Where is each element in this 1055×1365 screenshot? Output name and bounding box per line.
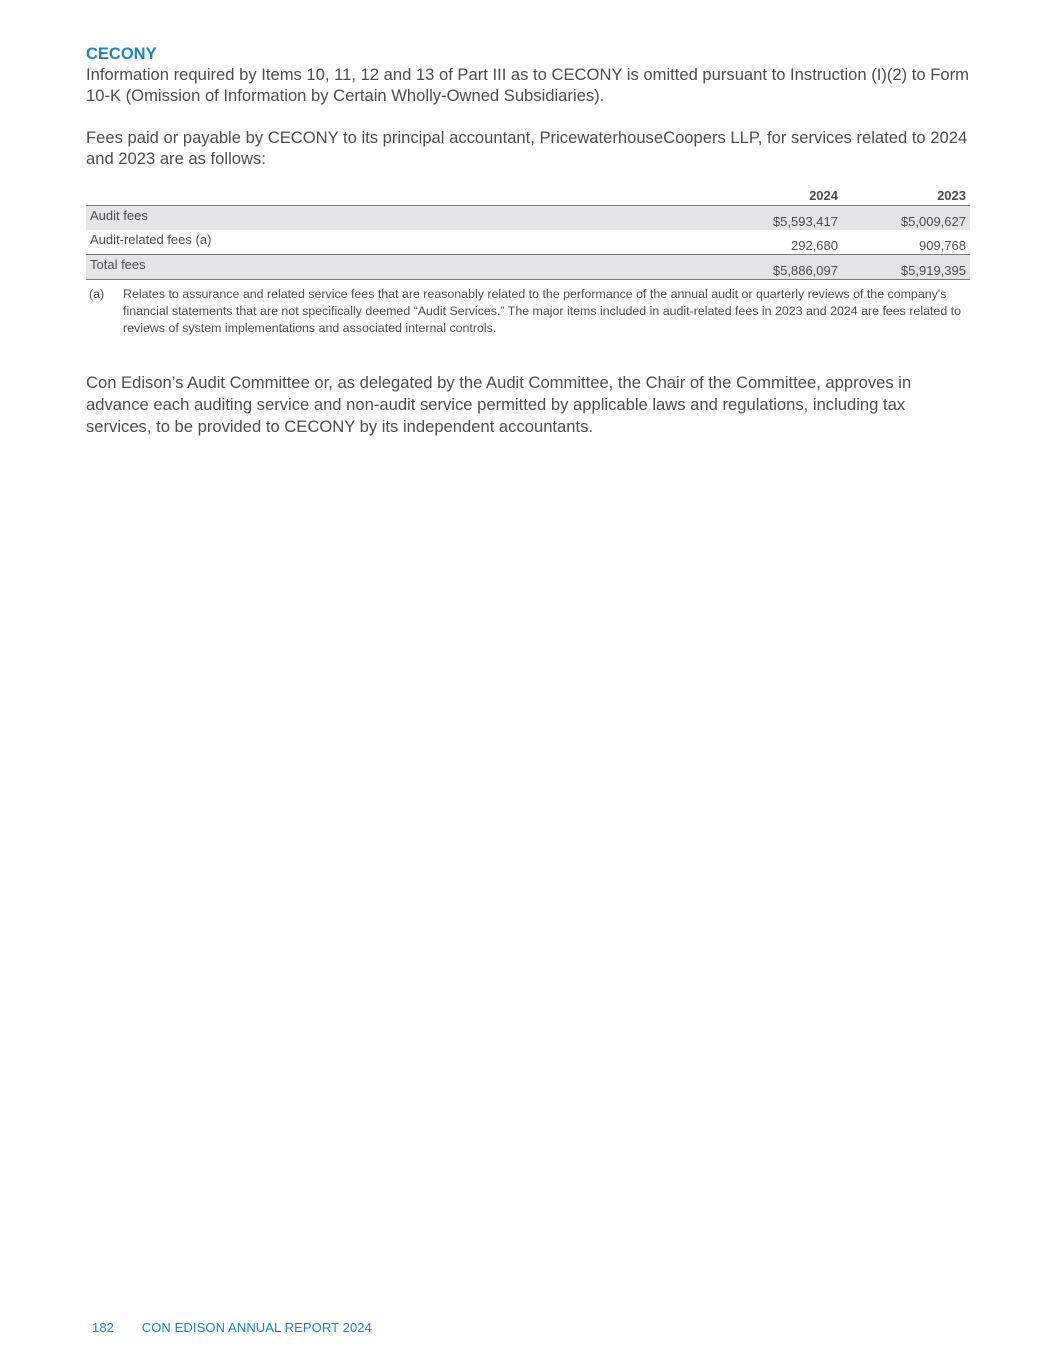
intro-paragraph: Information required by Items 10, 11, 12 and 13 of Part III as to CECONY is omitted pursuant to Instruction (I)(2) to Form 10-K (Omission of Information by Certain Wholly-Owned Subsidiaries). <box>86 65 969 105</box>
closing-paragraph: Con Edison’s Audit Committee or, as delegated by the Audit Committee, the Chair of the Committee, approves in advance each auditing service and non-audit service permitted by applicable laws and regulations, including tax services, to be provided to CECONY by its independent accountants. <box>86 373 912 436</box>
value-2024: $5,593,417 <box>714 206 842 231</box>
header-2023: 2023 <box>842 185 970 206</box>
table-row-audit-related-fees <box>86 230 970 255</box>
table-header-row <box>86 185 970 206</box>
fees-intro-paragraph: Fees paid or payable by CECONY to its principal accountant, PricewaterhouseCoopers LLP, for services related to 2024 and 2023 are as follows: <box>86 128 968 168</box>
report-title: CON EDISON ANNUAL REPORT 2024 <box>141 1320 372 1335</box>
value-2023: $5,009,627 <box>842 206 970 231</box>
section-title: CECONY <box>86 45 157 63</box>
table-row-total-fees <box>86 255 970 280</box>
row-label: Audit fees <box>86 206 714 231</box>
footnote-text: Relates to assurance and related service fees that are reasonably related to the performance of the annual audit or quarterly reviews of the company's financial statements that are not specifically deemed “Audit Services.” The major items included in audit-related fees in 2023 and 2024 are fees related to reviews of system implementations and associated internal controls. <box>123 287 961 335</box>
table-footnote <box>86 286 970 337</box>
page-footer <box>92 1320 372 1335</box>
value-2024: 292,680 <box>791 238 838 253</box>
row-label: Audit-related fees (a) <box>90 232 212 247</box>
header-label <box>86 185 714 206</box>
page-content <box>86 44 970 438</box>
value-2023: 909,768 <box>919 238 966 253</box>
value-2024: $5,886,097 <box>714 255 842 280</box>
fees-table <box>86 185 970 280</box>
value-2023: $5,919,395 <box>842 255 970 280</box>
table-row-audit-fees <box>86 206 970 231</box>
footnote-marker: (a) <box>89 287 105 301</box>
row-label: Total fees <box>86 255 714 280</box>
header-2024: 2024 <box>714 185 842 206</box>
page-number: 182 <box>92 1320 114 1335</box>
